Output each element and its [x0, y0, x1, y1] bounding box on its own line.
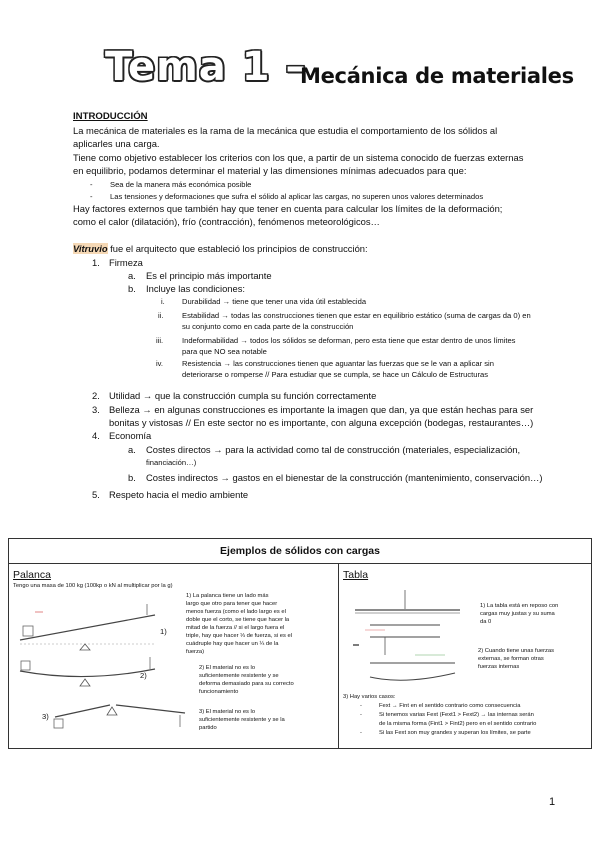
- list-number: 5.: [92, 489, 100, 500]
- principle-belleza-cont: bonitas y vistosas // En este sector no es importante, con alguna excepción (bodegas, restaurantes…): [109, 417, 534, 428]
- intro-heading: INTRODUCCIÓN: [73, 111, 148, 122]
- bullet-item: Las tensiones y deformaciones que sufra el sólido al aplicar las cargas, no superen unos valores determinados: [110, 192, 484, 201]
- palanca-note: funcionamiento: [199, 689, 239, 695]
- bullet-item: Sea de la manera más económica posible: [110, 180, 252, 189]
- lever-label-2: 2): [140, 671, 147, 680]
- palanca-note: 2) El material no es lo: [199, 665, 256, 671]
- table-diagram: [345, 585, 475, 690]
- list-number: 1.: [92, 257, 100, 268]
- tabla-note: da 0: [480, 619, 492, 625]
- palanca-note: triple, hay que hacer ⅓ de fuerza, si es el: [186, 633, 293, 639]
- lever-label-1: 1): [160, 627, 167, 636]
- list-item: Incluye las condiciones:: [146, 283, 246, 294]
- bullet-dash: -: [360, 703, 362, 709]
- principle-medio-ambiente: Respeto hacia el medio ambiente: [109, 489, 249, 500]
- roman-mark: iv.: [156, 359, 164, 368]
- tabla-case: Si tenemos varias Fext (Fext1 > Fext2) → las internas serán: [379, 712, 534, 718]
- principle-economia: Economía: [109, 430, 152, 441]
- condition-item: Indeformabilidad → todos los sólidos se deforman, pero esta tiene que estar dentro de unos límites: [182, 336, 516, 345]
- list-number: 3.: [92, 404, 100, 415]
- condition-item: Durabilidad → tiene que tener una vida útil establecida: [182, 297, 367, 306]
- palanca-note: mitad de la fuerza // si el largo fuera el: [186, 625, 285, 631]
- list-letter: b.: [128, 283, 136, 294]
- list-number: 2.: [92, 390, 100, 401]
- vitruvio-line: Vitruvio fue el arquitecto que estableció los principios de construcción:: [73, 243, 368, 254]
- palanca-note: 1) La palanca tiene un lado más: [186, 593, 269, 599]
- condition-item: Estabilidad → todas las construcciones tienen que estar en equilibrio estático (suma de cargas da 0) en: [182, 311, 531, 320]
- lever-diagram-1: [15, 600, 165, 652]
- principle-firmeza: Firmeza: [109, 257, 143, 268]
- palanca-note: largo que otro para tener que hacer: [186, 601, 278, 607]
- tabla-note: cargas muy justas y su suma: [480, 611, 555, 617]
- list-letter: a.: [128, 270, 136, 281]
- palanca-note: fuerza): [186, 649, 205, 655]
- tabla-note: fuerzas internas: [478, 664, 520, 670]
- intro-line: Hay factores externos que también hay que tener en cuenta para calcular los límites de la deformación;: [73, 203, 503, 214]
- examples-heading: Ejemplos de sólidos con cargas: [8, 538, 592, 564]
- bullet-dash: -: [360, 730, 362, 736]
- intro-line: Tiene como objetivo establecer los criterios con los que, a partir de un sistema conocido de fuerzas externas: [73, 152, 524, 163]
- bullet-dash: -: [360, 712, 362, 718]
- tabla-note: 1) La tabla está en reposo con: [480, 603, 559, 609]
- list-item: Costes directos → para la actividad como tal de construcción (materiales, especialización,: [146, 444, 521, 455]
- lever-label-3: 3): [42, 712, 49, 721]
- page-number: 1: [549, 796, 556, 808]
- palanca-note: 3) El material no es lo: [199, 709, 256, 715]
- palanca-subtitle: Tengo una masa de 100 kg (100kp o kN al multiplicar por la g): [13, 583, 173, 589]
- bullet-dash: -: [90, 180, 93, 189]
- intro-line: La mecánica de materiales es la rama de la mecánica que estudia el comportamiento de los sólidos al: [73, 125, 498, 136]
- list-number: 4.: [92, 430, 100, 441]
- list-letter: a.: [128, 444, 136, 455]
- page-title: Tema 1 –: [105, 44, 307, 90]
- lever-diagram-3: [50, 695, 190, 735]
- palanca-note: menos fuerza (como el lado largo es el: [186, 609, 286, 615]
- condition-item: para que NO sea notable: [182, 347, 267, 356]
- palanca-note: cuádruple hay que hacer un ¼ de la: [186, 641, 279, 647]
- intro-line: como el calor (dilatación), frío (contracción), fenómenos meteorológicos…: [73, 216, 380, 227]
- bullet-dash: -: [90, 192, 93, 201]
- tabla-case: Si las Fext son muy grandes y superan los límites, se parte: [379, 730, 531, 736]
- palanca-note: suficientemente resistente y se la: [199, 717, 285, 723]
- condition-item: su conjunto como en cada parte de la construcción: [182, 322, 354, 331]
- tabla-case: de la misma forma (Fint1 > Fint2) pero en el sentido contrario: [379, 721, 537, 727]
- tabla-cases-title: 3) Hay varios casos:: [343, 694, 396, 700]
- tabla-note: externas, se forman otras: [478, 656, 544, 662]
- roman-mark: ii.: [158, 311, 164, 320]
- list-item: Costes indirectos → gastos en el bienestar de la construcción (mantenimiento, conservación…): [146, 472, 543, 483]
- palanca-note: doble que el corto, se tiene que hacer la: [186, 617, 290, 623]
- condition-item: deteriorarse o romperse // Para estudiar que se cumpla, se hace un Cálculo de Estructuras: [182, 370, 489, 379]
- column-divider: [338, 564, 339, 749]
- tabla-title: Tabla: [343, 569, 369, 581]
- list-letter: b.: [128, 472, 136, 483]
- intro-line: en equilibrio, podamos determinar el material y las dimensiones mínimas adecuados para que:: [73, 165, 467, 176]
- principle-utilidad: Utilidad → que la construcción cumpla su función correctamente: [109, 390, 377, 401]
- tabla-case: Fext → Fint en el sentido contrario como consecuencia: [379, 703, 521, 709]
- principle-belleza: Belleza → en algunas construcciones es importante la imagen que dan, ya que están hechas para ser: [109, 404, 534, 415]
- palanca-title: Palanca: [13, 569, 51, 581]
- palanca-note: partido: [199, 725, 217, 731]
- vitruvio-highlight: Vitruvio: [73, 243, 108, 254]
- list-item-cont: financiación…): [146, 458, 197, 467]
- roman-mark: i.: [161, 297, 165, 306]
- palanca-note: suficientemente resistente y se: [199, 673, 279, 679]
- palanca-note: deforma demasiado para su correcto: [199, 681, 294, 687]
- condition-item: Resistencia → las construcciones tienen que aguantar las fuerzas que se le van a aplicar sin: [182, 359, 494, 368]
- intro-line: aplicarles una carga.: [73, 138, 160, 149]
- tabla-note: 2) Cuando tiene unas fuerzas: [478, 648, 555, 654]
- page-subtitle: Mecánica de materiales: [300, 64, 574, 88]
- roman-mark: iii.: [156, 336, 164, 345]
- list-item: Es el principio más importante: [146, 270, 272, 281]
